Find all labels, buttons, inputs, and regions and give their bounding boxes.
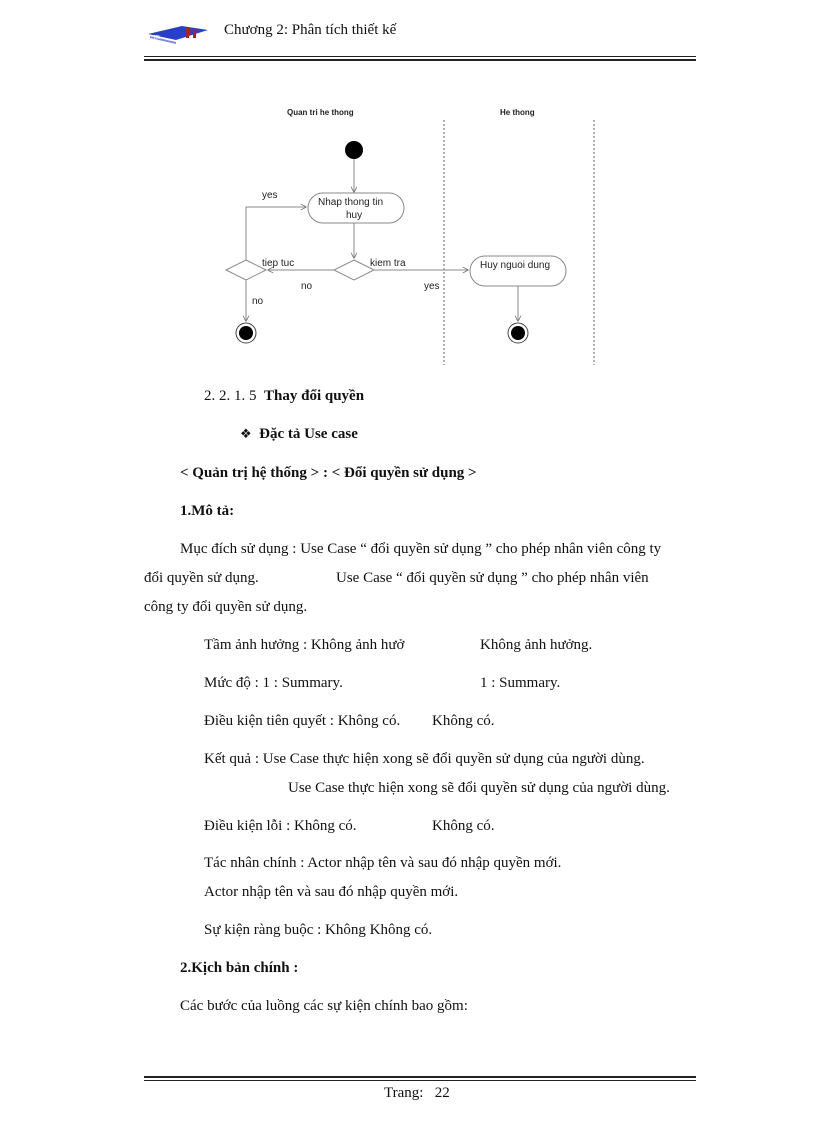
header-rule-top bbox=[144, 56, 696, 57]
start-node bbox=[345, 141, 363, 159]
desc-heading: 1.Mô tả: bbox=[180, 503, 235, 519]
result-a: Kết quả : Use Case thực hiện xong sẽ đổi quyền sử dụng của người dùng. bbox=[204, 751, 645, 767]
error-b: Không có. bbox=[432, 818, 495, 834]
decision-continue bbox=[226, 260, 266, 280]
impact-b: Không ảnh hưởng. bbox=[480, 637, 593, 653]
activity-input-line1: Nhap thong tin bbox=[318, 197, 384, 208]
level-a: Mức độ : 1 : Summary. bbox=[204, 675, 343, 691]
svg-text:m: m bbox=[154, 34, 160, 41]
book-logo-icon bbox=[146, 22, 212, 44]
usecase-heading: < Quản trị hệ thống > : < Đổi quyền sử dụng > bbox=[180, 465, 477, 481]
constraint: Sự kiện ràng buộc : Không Không có. bbox=[204, 922, 433, 938]
activity-diagram bbox=[222, 100, 602, 370]
header-rule-bottom bbox=[144, 59, 696, 61]
section-title: Thay đổi quyền bbox=[264, 388, 365, 404]
label-no-left: no bbox=[252, 296, 264, 307]
error-a: Điều kiện lỗi : Không có. bbox=[204, 818, 357, 834]
page-number: 22 bbox=[434, 1085, 450, 1101]
impact-a: Tầm ảnh hưởng : Không ảnh hưở bbox=[204, 637, 405, 653]
section-number: 2. 2. 1. 5 bbox=[204, 388, 257, 404]
label-continue: tiep tuc bbox=[262, 258, 295, 269]
actor-a: Tác nhân chính : Actor nhập tên và sau đó nhập quyền mới. bbox=[204, 855, 562, 871]
purpose-line-3: công ty đổi quyền sử dụng. bbox=[144, 599, 308, 615]
label-check: kiem tra bbox=[370, 258, 406, 269]
activity-input-line2: huy bbox=[346, 210, 363, 221]
label-yes-right: yes bbox=[424, 281, 440, 292]
precondition-a: Điều kiện tiên quyết : Không có. bbox=[204, 713, 401, 729]
bullet-title: Đặc tả Use case bbox=[259, 426, 358, 442]
footer-rule-bottom bbox=[144, 1080, 696, 1081]
label-no-mid: no bbox=[301, 281, 313, 292]
steps-intro: Các bước của luồng các sự kiện chính bao gồm: bbox=[180, 998, 468, 1014]
chapter-title: Chương 2: Phân tích thiết kế bbox=[224, 22, 397, 38]
bullet-heading bbox=[240, 426, 358, 443]
label-yes-top: yes bbox=[262, 190, 278, 201]
result-b: Use Case thực hiện xong sẽ đổi quyền sử dụng của người dùng. bbox=[288, 780, 670, 796]
decision-check bbox=[334, 260, 374, 280]
purpose-line-1: Mục đích sử dụng : Use Case “ đổi quyền sử dụng ” cho phép nhân viên công ty bbox=[180, 541, 662, 557]
lane-right-title: He thong bbox=[500, 108, 535, 117]
activity-cancel-label: Huy nguoi dung bbox=[480, 260, 551, 271]
lane-left-title: Quan tri he thong bbox=[287, 108, 354, 117]
scenario-heading: 2.Kịch bản chính : bbox=[180, 960, 299, 976]
diamond-bullet-icon: ❖ bbox=[240, 427, 252, 442]
level-b: 1 : Summary. bbox=[480, 675, 561, 691]
precondition-b: Không có. bbox=[432, 713, 495, 729]
page-label: Trang: bbox=[384, 1085, 424, 1101]
actor-b: Actor nhập tên và sau đó nhập quyền mới. bbox=[204, 884, 459, 900]
purpose-line-2b: Use Case “ đổi quyền sử dụng ” cho phép nhân viên bbox=[336, 570, 649, 586]
purpose-line-2a: đổi quyền sử dụng. bbox=[144, 570, 259, 586]
page-footer bbox=[384, 1085, 450, 1102]
footer-rule-top bbox=[144, 1076, 696, 1078]
section-heading bbox=[204, 388, 364, 405]
